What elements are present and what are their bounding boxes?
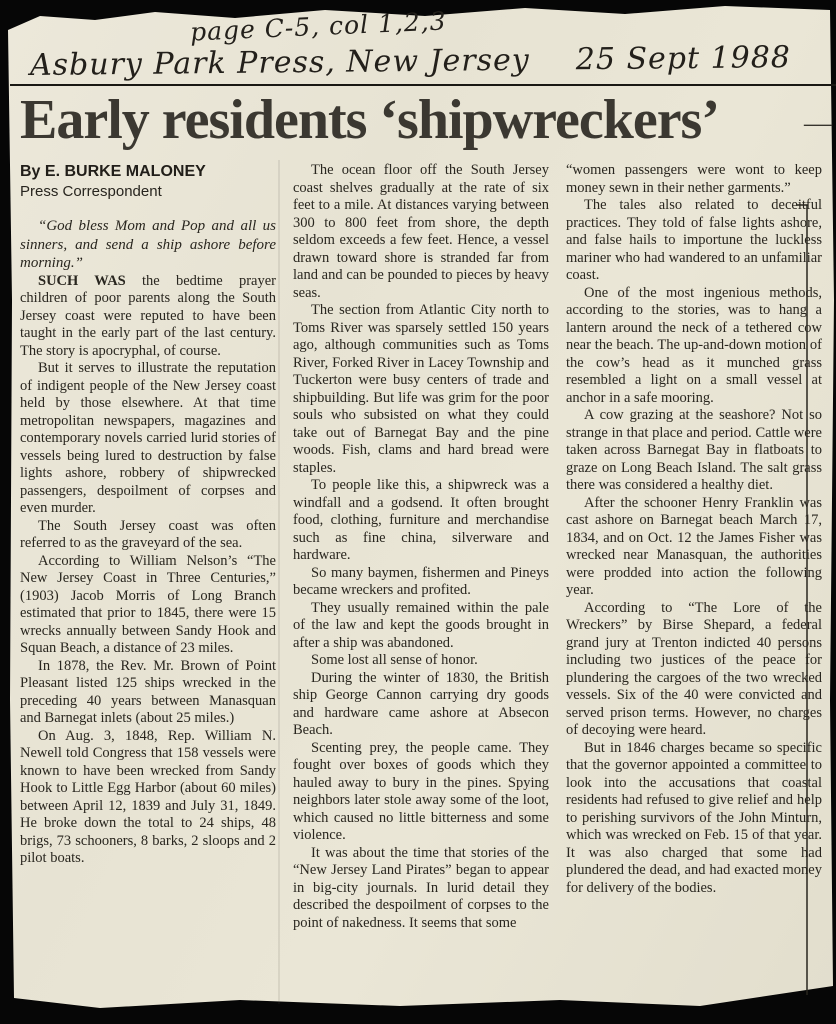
article-paragraph: To people like this, a shipwreck was a windfall and a godsend. It often brought food, clothing, furniture and merchandise such as fine china, silverware and hardware. [293, 477, 549, 563]
byline-role: Press Correspondent [20, 183, 162, 200]
headline-trailing-dash: — [804, 108, 832, 139]
article-paragraph: But in 1846 charges became so specific that the governor appointed a committee to look into the accusations that coastal residents had refused to give relief and help to perishing survivors of the John Minturn, which was wrecked on Feb. 15 of that year. It was also charged that some had plundered the dead, and had exacted money for delivery of the bodies. [566, 739, 822, 896]
article-paragraph: SUCH WAS the bedtime prayer children of poor parents along the South Jersey coast were reputed to have been taught in the early part of the last century. The story is apocryphal, of course. [20, 272, 277, 359]
handwritten-publication: Asbury Park Press, New Jersey [29, 42, 530, 83]
article-paragraph: The ocean floor off the South Jersey coast shelves gradually at the rate of six feet to a mile. At distances varying between 300 to 800 feet from shore, the depth seldom exceeds a few feet. Hence, a vessel drawn toward shore is stranded far from land and can be pounded to pieces by heavy seas. [293, 162, 549, 301]
article-paragraph: But it serves to illustrate the reputation of indigent people of the New Jersey coast held by those elsewhere. At that time metropolitan newspapers, magazines and contemporary novels carried lurid stories of vessels being lured to destruction by false lights ashore, robbery of shipwrecked passengers, despoilment of corpses and even murder. [20, 360, 276, 516]
article-column-2 [293, 162, 549, 932]
article-paragraph: According to William Nelson’s “The New Jersey Coast in Three Centuries,” (1903) Jacob Morris of Long Branch estimated that prior to 1845, there were 15 wrecks annually between Sandy Hook and Squan Beach, a distance of 23 miles. [20, 552, 276, 656]
article-paragraph: The section from Atlantic City north to Toms River was sparsely settled 150 years ago, although communities such as Toms River, Forked River in Lacey Township and Tuckerton were busy centers of trade and shipbuilding. But life was grim for the poor souls who subsisted on what they could take out of Barnegat Bay and the pine woods. Fish, clams and hard bread were staples. [293, 302, 549, 476]
byline-author: By E. BURKE MALONEY [20, 163, 206, 180]
article-paragraph: The South Jersey coast was often referred to as the graveyard of the sea. [20, 517, 276, 551]
article-paragraph: A cow grazing at the seashore? Not so strange in that place and period. Cattle were taken across Barnegat Bay in flatboats to graze on Long Beach Island. The salt grass there was considered a healthy diet. [566, 407, 822, 493]
article-paragraph: After the schooner Henry Franklin was cast ashore on Barnegat beach March 17, 1834, and on Oct. 12 the James Fisher was wrecked near Manasquan, the authorities were prodded into action the following year. [566, 494, 822, 598]
article-paragraph: According to “The Lore of the Wreckers” by Birse Shepard, a federal grand jury at Trenton indicted 40 persons including two justices of the peace for plundering the cargoes of the two wrecked vessels. Six of the 40 were convicted and served prison terms. However, no charges of decoying were heard. [566, 599, 822, 738]
handwritten-date: 25 Sept 1988 [575, 40, 792, 78]
article-paragraph: On Aug. 3, 1848, Rep. William N. Newell told Congress that 158 vessels were known to have been wrecked from Sandy Hook to Little Egg Harbor (about 60 miles) between April 12, 1839 and July 31, 1849. He broke down the total to 24 ships, 48 brigs, 73 schooners, 8 barks, 2 sloops and 2 pilot boats. [20, 727, 276, 866]
article-headline: Early residents ‘shipwreckers’ [20, 89, 719, 151]
article-paragraph: They usually remained within the pale of the law and kept the goods brought in after a ship was abandoned. [293, 599, 549, 651]
article-paragraph: In 1878, the Rev. Mr. Brown of Point Pleasant listed 125 ships wrecked in the preceding 40 years between Manasquan and Barnegat inlets (about 25 miles.) [20, 657, 276, 726]
article-paragraph: It was about the time that stories of the “New Jersey Land Pirates” began to appear in big-city journals. In lurid detail they described the despoilment of corpses to the point of nakedness. It seems that some [293, 844, 549, 931]
article-column-3 [566, 162, 822, 932]
article-body [20, 162, 822, 932]
handwritten-page-note: page C-5, col 1,2,3 [189, 6, 448, 47]
article-paragraph: So many baymen, fishermen and Pineys became wreckers and profited. [293, 564, 549, 598]
article-paragraph: One of the most ingenious methods, according to the stories, was to hang a lantern around the neck of a tethered cow near the beach. The up-and-down motion of the cow’s head as it munched grass resembled a light on a small vessel at anchor in a safe mooring. [566, 284, 822, 406]
article-paragraph: Scenting prey, the people came. They fought over boxes of goods which they hauled away to bury in the pines. Spying neighbors later stole away some of the loot, which caused no little bitterness and some violence. [293, 739, 549, 843]
column-1-paragraphs [20, 273, 276, 868]
article-paragraph: Some lost all sense of honor. [311, 652, 478, 668]
lead-quote: “God bless Mom and Pop and all us sinners, and send a ship ashore before morning.” [20, 218, 276, 271]
column-3-paragraphs [566, 162, 822, 897]
header-divider-rule [10, 84, 836, 86]
article-paragraph: “women passengers were wont to keep money sewn in their nether garments.” [566, 162, 822, 196]
article-column-1 [20, 162, 276, 932]
article-paragraph: The tales also related to deceitful practices. They told of false lights ashore, and false hails to importune the luckless mariner who had wandered to an unfamiliar coast. [566, 197, 822, 283]
article-paragraph: During the winter of 1830, the British ship George Cannon carrying dry goods and hardware came ashore at Absecon Beach. [293, 669, 549, 738]
column-2-paragraphs [293, 162, 549, 932]
